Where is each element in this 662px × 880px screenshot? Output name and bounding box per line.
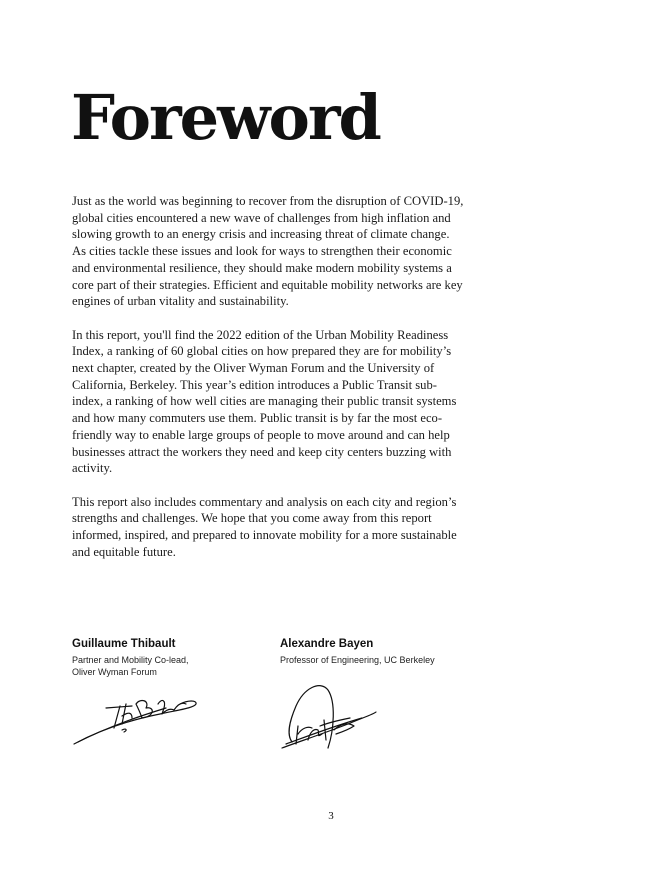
signer-block-bayen	[280, 637, 510, 667]
signer-role: Partner and Mobility Co-lead, Oliver Wyman Forum	[72, 655, 189, 677]
signature-bayen	[278, 682, 382, 754]
paragraph-1: Just as the world was beginning to recover from the disruption of COVID-19, global cities encountered a new wave of challenges from high inflation and slowing growth to an energy crisis and increasing threat of climate change. As cities tackle these issues and look for ways to strengthen their economic and environmental resilience, they should make modern mobility systems a core part of their strategies. Efficient and equitable mobility networks are key engines of urban vitality and sustainability.	[72, 194, 464, 309]
page-title: Foreword	[71, 81, 380, 154]
signer-name: Alexandre Bayen	[280, 638, 374, 650]
signer-block-thibault	[72, 637, 262, 678]
signer-name: Guillaume Thibault	[72, 638, 176, 650]
signer-role: Professor of Engineering, UC Berkeley	[280, 655, 435, 665]
paragraph-3: This report also includes commentary and analysis on each city and region’s strengths and challenges. We hope that you come away from this report informed, inspired, and prepared to innovate mobility for a more sustainable and equitable future.	[72, 494, 457, 559]
signature-thibault	[70, 690, 202, 750]
foreword-body	[72, 193, 464, 577]
paragraph-2: In this report, you'll find the 2022 edition of the Urban Mobility Readiness Index, a ranking of 60 global cities on how prepared they are for mobility’s next chapter, created by the Oliver Wyman Forum and the University of California, Berkeley. This year’s edition introduces a Public Transit sub-index, a ranking of how well cities are managing their public transit systems and how many commuters use them. Public transit is by far the most eco-friendly way to enable large groups of people to move around and can help businesses attract the workers they need and keep city centers buzzing with activity.	[72, 327, 457, 476]
page-number: 3	[328, 810, 334, 822]
